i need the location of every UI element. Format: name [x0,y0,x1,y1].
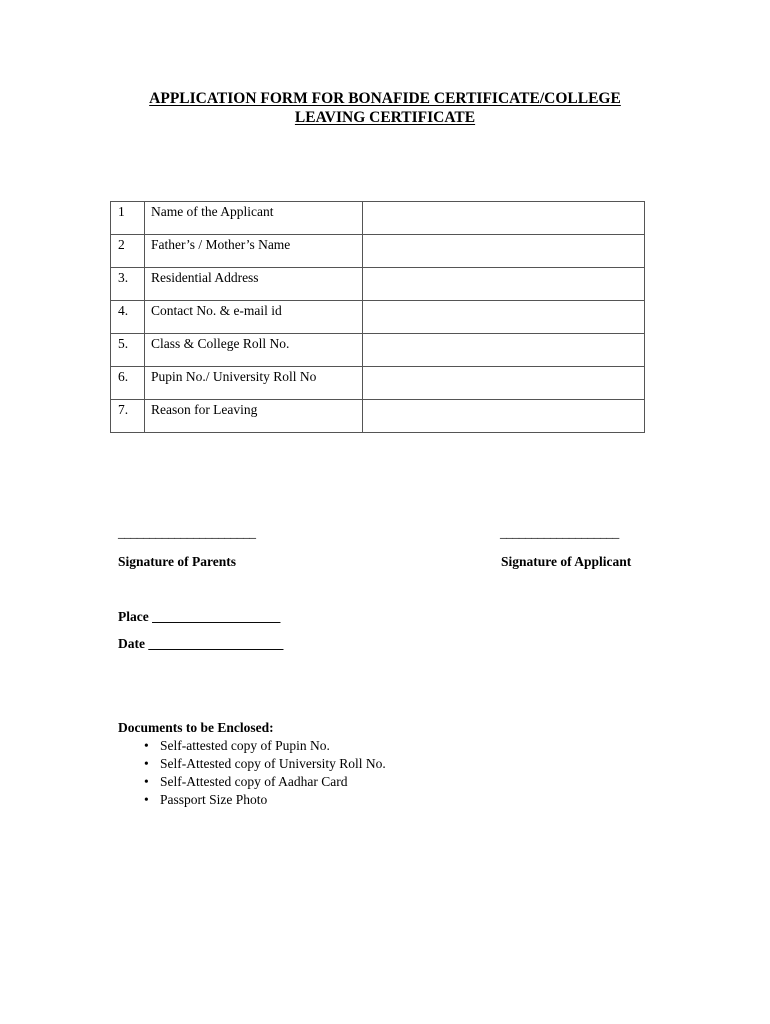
document-item-label: Self-Attested copy of Aadhar Card [160,774,348,789]
applicant-signature-line[interactable]: ___________________ [500,525,619,540]
row-number: 3. [111,268,145,301]
parents-signature-label: Signature of Parents [118,554,236,569]
list-item [118,791,386,809]
row-number: 4. [111,301,145,334]
table-row [111,268,645,301]
place-field[interactable]: Place ___________________ [118,609,281,624]
application-details-table [110,201,645,433]
table-row [111,400,645,433]
list-item [118,755,386,773]
row-label: Class & College Roll No. [144,334,362,367]
reason-for-leaving-field[interactable] [362,400,644,433]
row-number: 6. [111,367,145,400]
document-item-label: Self-Attested copy of University Roll No. [160,756,386,771]
row-label: Residential Address [144,268,362,301]
bullet-icon: • [144,756,149,771]
row-label: Contact No. & e-mail id [144,301,362,334]
row-label: Pupin No./ University Roll No [144,367,362,400]
document-item-label: Self-attested copy of Pupin No. [160,738,330,753]
title-line-2: LEAVING CERTIFICATE [294,109,476,126]
row-number: 5. [111,334,145,367]
row-label: Reason for Leaving [144,400,362,433]
row-label: Father’s / Mother’s Name [144,235,362,268]
pupin-university-roll-field[interactable] [362,367,644,400]
bullet-icon: • [144,774,149,789]
bullet-icon: • [144,738,149,753]
applicant-name-field[interactable] [362,202,644,235]
list-item [118,737,386,755]
title-line-1: APPLICATION FORM FOR BONAFIDE CERTIFICATE/COLLEGE [149,90,621,107]
table-row [111,301,645,334]
table-row [111,334,645,367]
documents-list [118,737,386,809]
row-number: 2 [111,235,145,268]
contact-email-field[interactable] [362,301,644,334]
row-label: Name of the Applicant [144,202,362,235]
date-field[interactable]: Date ____________________ [118,636,284,651]
table-row [111,367,645,400]
applicant-signature-label: Signature of Applicant [501,554,632,569]
list-item [118,773,386,791]
class-roll-field[interactable] [362,334,644,367]
document-item-label: Passport Size Photo [160,792,268,807]
row-number: 7. [111,400,145,433]
table-row [111,202,645,235]
parent-name-field[interactable] [362,235,644,268]
table-row [111,235,645,268]
residential-address-field[interactable] [362,268,644,301]
row-number: 1 [111,202,145,235]
documents-heading: Documents to be Enclosed: [118,720,274,735]
page-title [0,89,770,127]
bullet-icon: • [144,792,149,807]
parents-signature-line[interactable]: ______________________ [118,525,256,540]
